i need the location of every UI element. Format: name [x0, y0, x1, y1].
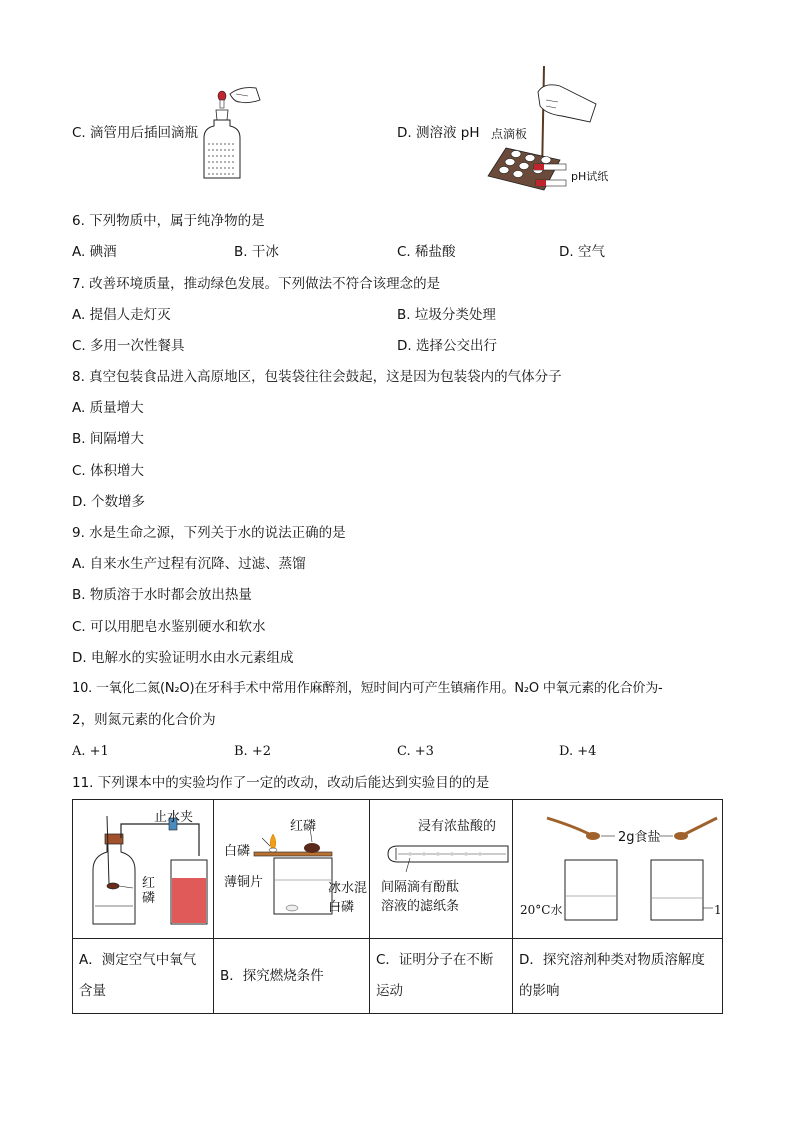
- q8-stem: 8. 真空包装食品进入高原地区，包装袋往往会鼓起，这是因为包装袋内的气体分子: [72, 369, 562, 385]
- label-clamp: 止水夹: [154, 810, 194, 825]
- caption-c: C．证明分子在不断运动: [370, 939, 513, 1014]
- caption-b: B．探究燃烧条件: [214, 939, 370, 1014]
- label-red-p-1: 红: [142, 876, 156, 891]
- q10-option-a: A. +1: [72, 744, 109, 759]
- label-drip-plate: 点滴板: [491, 127, 528, 141]
- q5-option-c: C. 滴管用后插回滴瓶: [72, 125, 199, 141]
- q7-option-b: B. 垃圾分类处理: [397, 307, 496, 323]
- label-filter-2: 溶液的滤纸条: [381, 899, 460, 914]
- label-red-p-2: 磷: [142, 891, 156, 906]
- q7-option-c: C. 多用一次性餐具: [72, 338, 185, 354]
- label-white-p-2: 白磷: [328, 900, 355, 915]
- dropper-bottle-illustration: [200, 82, 270, 182]
- q9-stem: 9. 水是生命之源，下列关于水的说法正确的是: [72, 525, 346, 541]
- label-ice-water: 冰水混: [328, 881, 368, 896]
- label-right-cut: 1: [714, 903, 722, 917]
- q5-option-d: D. 测溶液 pH: [397, 125, 480, 141]
- q9-option-b: B. 物质溶于水时都会放出热量: [72, 587, 252, 603]
- q9-option-a: A. 自来水生产过程有沉降、过滤、蒸馏: [72, 556, 306, 572]
- label-filter-1: 间隔滴有酚酞: [381, 880, 460, 895]
- caption-a: A．测定空气中氧气含量: [73, 939, 214, 1014]
- label-water: 20°C水: [520, 903, 563, 917]
- q9-option-c: C. 可以用肥皂水鉴别硬水和软水: [72, 619, 266, 635]
- q10-option-d: D. +4: [559, 744, 597, 759]
- caption-d: D．探究溶剂种类对物质溶解度的影响: [513, 939, 723, 1014]
- q6-option-d: D. 空气: [559, 244, 605, 260]
- q10-option-c: C. +3: [397, 744, 434, 759]
- q8-option-c: C. 体积增大: [72, 463, 145, 479]
- q6-option-c: C. 稀盐酸: [397, 244, 456, 260]
- label-red-p-top: 红磷: [290, 819, 317, 834]
- q10-stem-line1: 10. 一氧化二氮(N₂O)在牙科手术中常用作麻醉剂，短时间内可产生镇痛作用。N₂O 中氧元素的化合价为-: [72, 681, 663, 696]
- label-salt: 2g食盐: [618, 830, 661, 845]
- label-hcl: 浸有浓盐酸的: [418, 819, 497, 834]
- q8-option-b: B. 间隔增大: [72, 431, 144, 447]
- q10-option-b: B. +2: [234, 744, 271, 759]
- q10-stem-line2: 2，则氮元素的化合价为: [72, 712, 216, 728]
- q9-option-d: D. 电解水的实验证明水由水元素组成: [72, 650, 294, 666]
- q7-stem: 7. 改善环境质量，推动绿色发展。下列做法不符合该理念的是: [72, 276, 441, 292]
- q8-option-a: A. 质量增大: [72, 400, 144, 416]
- label-ph-paper: pH试纸: [571, 170, 609, 183]
- q6-stem: 6. 下列物质中，属于纯净物的是: [72, 213, 265, 229]
- q11-stem: 11. 下列课本中的实验均作了一定的改动，改动后能达到实验目的的是: [72, 775, 490, 791]
- q6-option-b: B. 干冰: [234, 244, 279, 260]
- q7-option-a: A. 提倡人走灯灭: [72, 307, 171, 323]
- q6-option-a: A. 碘酒: [72, 244, 117, 260]
- q7-option-d: D. 选择公交出行: [397, 338, 497, 354]
- label-copper: 薄铜片: [224, 875, 264, 890]
- q8-option-d: D. 个数增多: [72, 494, 145, 510]
- label-white-p: 白磷: [224, 844, 251, 859]
